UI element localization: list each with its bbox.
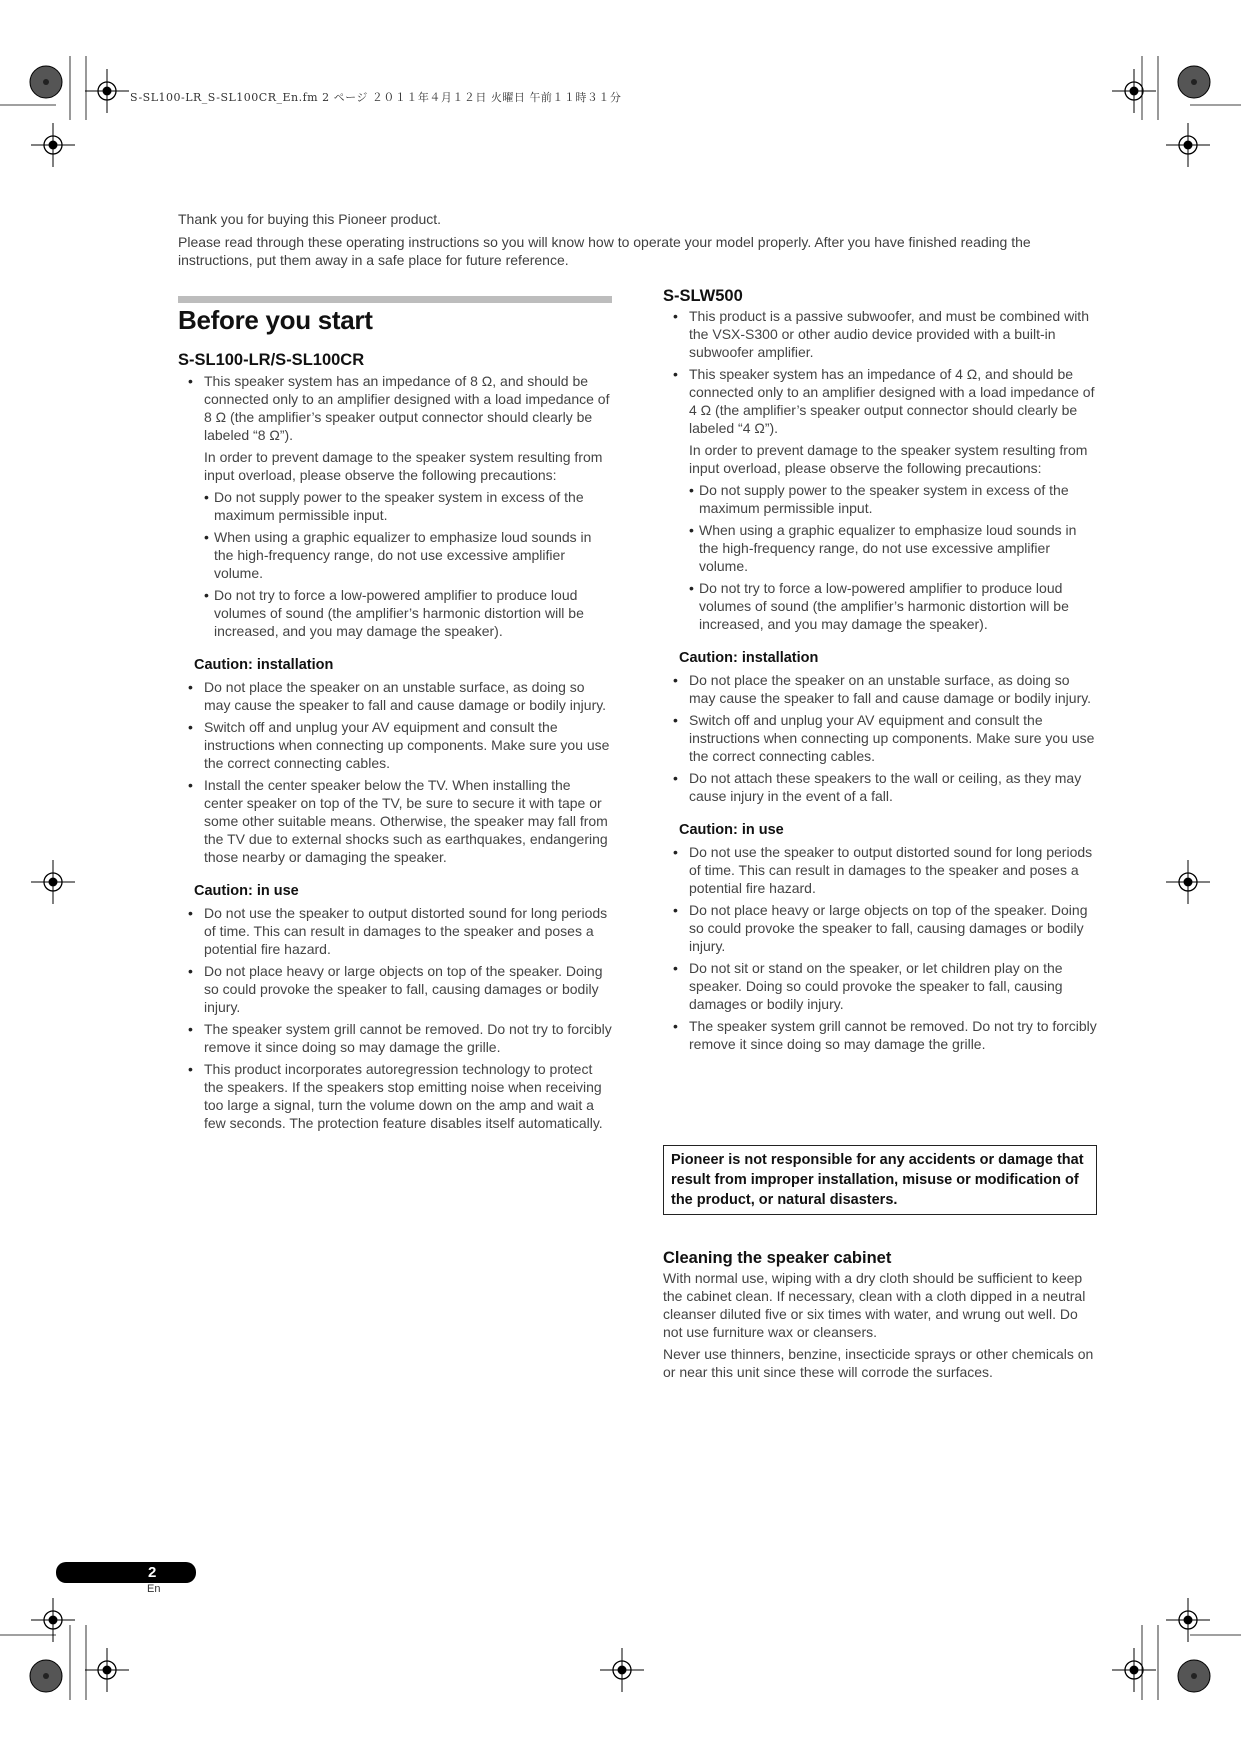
intro-read-instructions: Please read through these operating instructions so you will know how to operate your model properly. After you have finished reading the instructions, put them away in a safe place for future reference.: [178, 234, 1031, 268]
list-item: • Install the center speaker below the TV. When installing the center speaker on top of the TV, be sure to secure it with tape or some other suitable means. Otherwise, the speaker may fall from the TV due to external shocks such as earthquakes, endangering those nearby or damaging the speaker.: [178, 776, 612, 866]
in-use-list: [663, 843, 1097, 1053]
list-item: • The speaker system grill cannot be removed. Do not try to forcibly remove it since doing so may damage the grille.: [663, 1017, 1097, 1053]
cleaning-paragraph-1: With normal use, wiping with a dry cloth should be sufficient to keep the cabinet clean. If necessary, clean with a cloth dipped in a neutral cleanser diluted five or six times with water, and wrung out well. Do not use furniture wax or cleansers.: [663, 1270, 1086, 1340]
list-item: • Do not sit or stand on the speaker, or let children play on the speaker. Doing so could provoke the speaker to fall, causing damages or bodily injury.: [663, 959, 1097, 1013]
subwoofer-list: [663, 307, 1097, 437]
precaution-intro: In order to prevent damage to the speaker system resulting from input overload, please observe the following precautions:: [204, 449, 603, 483]
list-item: • Do not use the speaker to output distorted sound for long periods of time. This can result in damages to the speaker and poses a potential fire hazard.: [663, 843, 1097, 897]
installation-list: [178, 678, 612, 866]
list-item: • Do not try to force a low-powered amplifier to produce loud volumes of sound (the amplifier’s harmonic distortion will be increased, and you may damage the speaker).: [204, 586, 612, 640]
page-number: 2: [148, 1564, 157, 1581]
installation-heading: Caution: installation: [679, 650, 819, 666]
model-heading-slw500: S-SLW500: [663, 287, 743, 305]
list-item: • Switch off and unplug your AV equipment and consult the instructions when connecting up components. Make sure you use the correct connecting cables.: [663, 711, 1097, 765]
in-use-list: [178, 904, 612, 1132]
section-title-bar: [178, 296, 612, 303]
cleaning-section: [663, 1249, 1097, 1381]
intro-thanks: Thank you for buying this Pioneer product.: [178, 211, 442, 227]
list-item: • Do not use the speaker to output distorted sound for long periods of time. This can result in damages to the speaker and poses a potential fire hazard.: [178, 904, 612, 958]
list-item: • Do not place heavy or large objects on top of the speaker. Doing so could provoke the speaker to fall, causing damages or bodily injury.: [663, 901, 1097, 955]
page-title: Before you start: [178, 305, 373, 335]
precaution-list: [178, 488, 612, 640]
list-item: • Do not supply power to the speaker system in excess of the maximum permissible input.: [204, 488, 612, 524]
list-item: • This speaker system has an impedance of 8 Ω, and should be connected only to an amplifier designed with a load impedance of 8 Ω (the amplifier’s speaker output connector should clearly be labeled “8 Ω”).: [178, 372, 612, 444]
precaution-list: [663, 481, 1097, 633]
list-item: • This speaker system has an impedance of 4 Ω, and should be connected only to an amplifier designed with a load impedance of 4 Ω (the amplifier’s speaker output connector should clearly be labeled “4 Ω”).: [663, 365, 1097, 437]
liability-notice: Pioneer is not responsible for any accidents or damage that result from improper installation, misuse or modification of the product, or natural disasters.: [663, 1145, 1097, 1215]
list-item: • Switch off and unplug your AV equipment and consult the instructions when connecting up components. Make sure you use the correct connecting cables.: [178, 718, 612, 772]
list-item: • This product is a passive subwoofer, and must be combined with the VSX-S300 or other audio device provided with a built-in subwoofer amplifier.: [663, 307, 1097, 361]
right-column: [663, 287, 1097, 1057]
installation-list: [663, 671, 1097, 805]
list-item: • This product incorporates autoregression technology to protect the speakers. If the speakers stop emitting noise when receiving too large a signal, turn the volume down on the amp and wait a few seconds. The protection feature disables itself automatically.: [178, 1060, 612, 1132]
model-heading-sl100: S-SL100-LR/S-SL100CR: [178, 351, 365, 369]
page-language: En: [147, 1583, 161, 1595]
file-info-header: S-SL100-LR_S-SL100CR_En.fm 2 ページ ２０１１年４月１２日 火曜日 午前１１時３１分: [130, 91, 622, 104]
list-item: • Do not attach these speakers to the wall or ceiling, as they may cause injury in the event of a fall.: [663, 769, 1097, 805]
list-item: • When using a graphic equalizer to emphasize loud sounds in the high-frequency range, do not use excessive amplifier volume.: [689, 521, 1097, 575]
list-item: • Do not supply power to the speaker system in excess of the maximum permissible input.: [689, 481, 1097, 517]
list-item: • Do not try to force a low-powered amplifier to produce loud volumes of sound (the amplifier’s harmonic distortion will be increased, and you may damage the speaker).: [689, 579, 1097, 633]
in-use-heading: Caution: in use: [194, 883, 299, 899]
cleaning-heading: Cleaning the speaker cabinet: [663, 1249, 892, 1267]
list-item: • Do not place the speaker on an unstable surface, as doing so may cause the speaker to fall and cause damage or bodily injury.: [178, 678, 612, 714]
installation-heading: Caution: installation: [194, 657, 334, 673]
list-item: • When using a graphic equalizer to emphasize loud sounds in the high-frequency range, do not use excessive amplifier volume.: [204, 528, 612, 582]
list-item: • Do not place heavy or large objects on top of the speaker. Doing so could provoke the speaker to fall, causing damages or bodily injury.: [178, 962, 612, 1016]
page-number-badge: [56, 1562, 196, 1583]
cleaning-paragraph-2: Never use thinners, benzine, insecticide sprays or other chemicals on or near this unit since these will corrode the surfaces.: [663, 1346, 1094, 1380]
list-item: • The speaker system grill cannot be removed. Do not try to forcibly remove it since doing so may damage the grille.: [178, 1020, 612, 1056]
left-column: [178, 296, 612, 1136]
list-item: • Do not place the speaker on an unstable surface, as doing so may cause the speaker to fall and cause damage or bodily injury.: [663, 671, 1097, 707]
precaution-intro: In order to prevent damage to the speaker system resulting from input overload, please observe the following precautions:: [689, 442, 1088, 476]
impedance-list: [178, 372, 612, 444]
in-use-heading: Caution: in use: [679, 822, 784, 838]
